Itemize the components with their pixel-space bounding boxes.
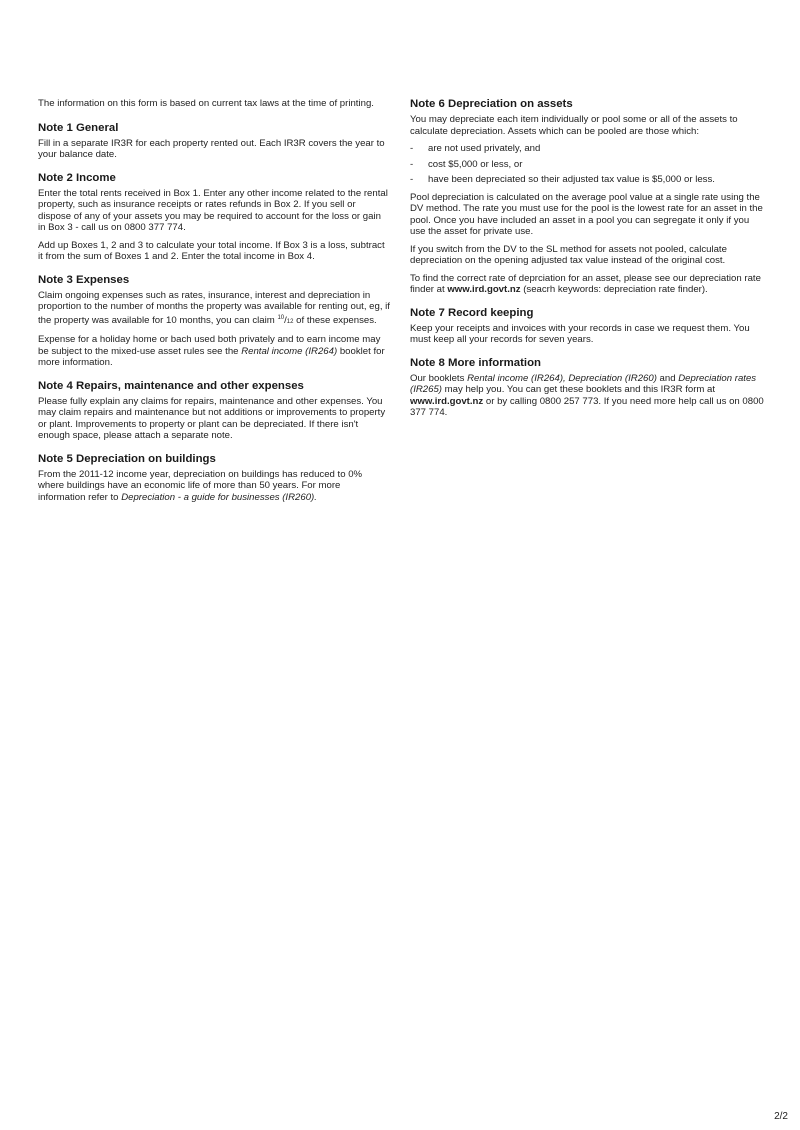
list-item [410,174,765,186]
note-2-text-2: Add up Boxes 1, 2 and 3 to calculate your total income. If Box 3 is a loss, subtract it from the sum of Boxes 1 and 2. Enter the total income in Box 4. [38,239,385,262]
note-8-more-information [410,357,765,419]
list-item [410,143,765,155]
fraction-denominator: 12 [286,318,294,325]
fraction-ten-twelfths: $^{10}$/12 [277,314,294,326]
note-8-text-c: may help you. You can get these booklets and this IR3R form at [442,384,716,395]
list-item-text: are not used privately, and [428,143,541,154]
note-5-text-a: From the 2011-12 income year, depreciation on buildings has reduced to 0% where buildings have an economic life of more than 50 years. For more information refer to [38,468,363,503]
note-3-text-2a: Expense for a holiday home or bach used both privately and to earn income may be subject to the mixed-use asset rules see the [38,334,381,357]
note-5-guide-ref: Depreciation - a guide for businesses (IR260). [121,491,317,503]
list-item-text: cost $5,000 or less, or [428,158,523,170]
ird-website-link[interactable]: www.ird.govt.nz [447,284,521,295]
note-7-record-keeping [410,307,765,346]
note-2-text-1: Enter the total rents received in Box 1. Enter any other income related to the rental property, such as insurance receipts or rates refunds in Box 2. If you sell or dispose of any of your assets you may be required to account for the loss or gain in Box 3 - call us on 0800 377 774. [38,187,388,233]
note-6-text-1: You may depreciate each item individually or pool some or all of the assets to calculate depreciation. Assets which can be pooled are those which: [410,114,738,137]
note-2-heading: Note 2 Income [38,171,116,184]
intro-text: The information on this form is based on current tax laws at the time of printing. [38,98,374,109]
note-7-text: Keep your receipts and invoices with your records in case we request them. You must keep all your records for seven years. [410,322,750,345]
note-6-text-3: If you switch from the DV to the SL method for assets not pooled, calculate depreciation on the opening adjusted tax value instead of the original cost. [410,243,727,266]
note-5-heading: Note 5 Depreciation on buildings [38,452,216,465]
note-3-booklet-ref: Rental income (IR264) [241,345,338,357]
note-6-text-4b: (seacrh keywords: depreciation rate finder). [520,284,708,295]
note-6-heading: Note 6 Depreciation on assets [410,98,573,110]
note-8-booklets-ref: Rental income (IR264), Depreciation (IR260) [467,372,657,384]
note-3-expenses [38,274,390,369]
note-3-text-2 [38,334,390,369]
note-8-heading: Note 8 More information [410,356,541,369]
note-4-text: Please fully explain any claims for repairs, maintenance and other expenses. You may claim repairs and maintenance but not additions or improvements to property or plant. Improvements to property or plant can be depreciated. If there isn't enough space, please attach a separate note. [38,395,386,441]
note-6-text-4 [410,273,765,296]
note-2-income [38,172,390,263]
left-column [38,98,390,514]
note-5-depreciation-buildings [38,453,390,504]
note-6-depreciation-assets [410,98,765,296]
fraction-numerator: 10 [277,314,285,321]
list-item [410,159,765,171]
dash-bullet: - [410,158,414,170]
note-8-text-a: Our booklets [410,372,468,384]
pooled-assets-list [410,143,765,186]
note-3-text-2b: booklet for more information. [38,345,385,368]
note-5-text [38,469,390,504]
note-7-heading: Note 7 Record keeping [410,306,534,319]
note-4-repairs [38,380,390,442]
dash-bullet: - [410,143,414,154]
note-6-text-4a: To find the correct rate of deprciation for an asset, please see our depreciation rate finder at [410,272,761,295]
note-8-rates-ref: Depreciation rates (IR265) [410,372,757,395]
note-8-text-b: and [656,372,679,384]
note-8-text-d: or by calling 0800 257 773. If you need more help call us on 0800 377 774. [410,395,764,418]
list-item-text: have been depreciated so their adjusted tax value is $5,000 or less. [428,174,715,185]
note-4-heading: Note 4 Repairs, maintenance and other expenses [38,379,304,392]
note-1-heading: Note 1 General [38,121,119,134]
note-1-text: Fill in a separate IR3R for each property rented out. Each IR3R covers the year to your balance date. [38,137,385,160]
right-column [410,98,765,430]
note-3-heading: Note 3 Expenses [38,273,130,286]
note-3-text-1 [38,290,390,329]
dash-bullet: - [410,174,414,185]
page-number: 2/2 [774,1111,788,1122]
note-8-text [410,373,765,419]
note-6-text-2: Pool depreciation is calculated on the average pool value at a single rate using the DV method. The rate you must use for the pool is the lowest rate for an asset in the pool. Once you have included an asset in a pool you can segregate it only if you use the asset for private use. [410,191,763,237]
ird-website-link[interactable]: www.ird.govt.nz [410,395,484,407]
note-1-general [38,122,390,161]
note-3-text-1b: of these expenses. [293,314,377,326]
note-3-text-1a: Claim ongoing expenses such as rates, insurance, interest and depreciation in proportion to the number of months the property was available for renting out, eg, if the property was available for 10 months, you can claim [38,289,390,326]
